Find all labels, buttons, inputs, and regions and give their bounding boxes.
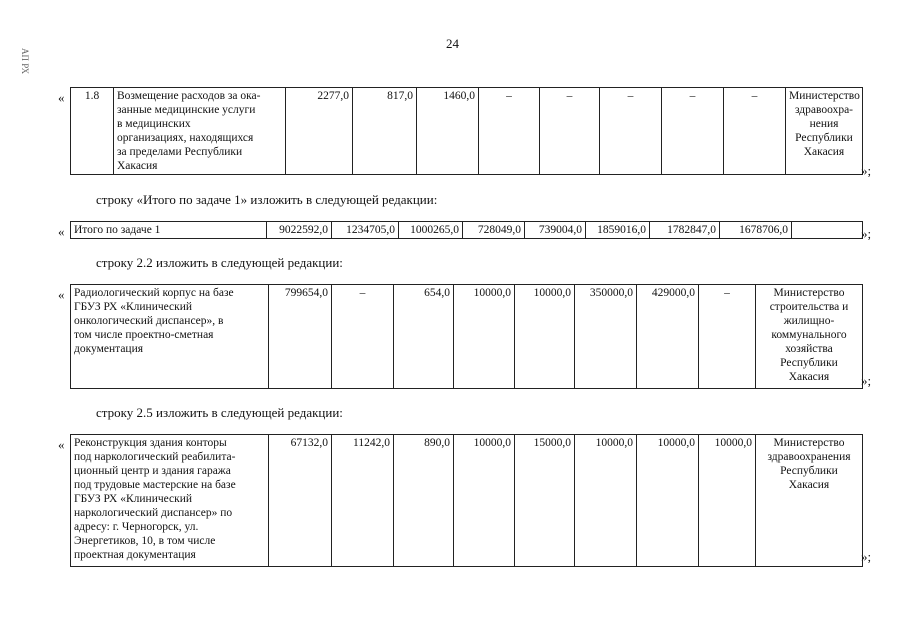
margin-mark: АП РХ: [20, 48, 30, 75]
value-cell: –: [600, 88, 662, 175]
total-label: Итого по задаче 1: [71, 222, 267, 239]
value-cell: 350000,0: [575, 285, 637, 389]
quote-open-2-5: «: [58, 437, 65, 452]
value-cell: 10000,0: [699, 435, 756, 567]
row-description: Реконструкция здания конторы под наркологический реабилита- ционный центр и здания гаража под трудовые мастерские на базе ГБУЗ РХ «Клинический наркологический диспансер» по адресу: г. Черногорск, ул. Энергетиков, 10, в том числе проектная документация: [71, 435, 269, 567]
value-cell: –: [332, 285, 394, 389]
quote-close-2-2: »;: [861, 373, 872, 388]
quote-close-2-5: »;: [861, 549, 872, 564]
caption-total: строку «Итого по задаче 1» изложить в следующей редакции:: [96, 192, 438, 207]
value-cell: 739004,0: [525, 222, 586, 239]
table-row-total: [70, 221, 863, 239]
quote-close-1-8: »;: [861, 163, 872, 178]
quote-open-total: «: [58, 224, 65, 239]
value-cell: 799654,0: [269, 285, 332, 389]
value-cell: –: [540, 88, 600, 175]
row-description: Радиологический корпус на базе ГБУЗ РХ «Клинический онкологический диспансер», в том числе проектно-сметная документация: [71, 285, 269, 389]
table-row-1-8: [70, 87, 863, 175]
table-row-2-5: [70, 434, 863, 567]
value-cell: 1000265,0: [399, 222, 463, 239]
table-row-2-2: [70, 284, 863, 389]
value-cell: 67132,0: [269, 435, 332, 567]
row-executor: [792, 222, 863, 239]
value-cell: 429000,0: [637, 285, 699, 389]
value-cell: –: [699, 285, 756, 389]
value-cell: 1859016,0: [586, 222, 650, 239]
value-cell: 654,0: [394, 285, 454, 389]
row-executor: Министерство здравоохра- нения Республики Хакасия: [786, 88, 863, 175]
value-cell: 10000,0: [575, 435, 637, 567]
row-code: 1.8: [71, 88, 114, 175]
quote-close-total: »;: [861, 226, 872, 241]
value-cell: –: [662, 88, 724, 175]
row-description: Возмещение расходов за ока- занные медицинские услуги в медицинских организациях, находящихся за пределами Республики Хакасия: [114, 88, 286, 175]
page-number: 24: [446, 36, 459, 51]
value-cell: 1460,0: [417, 88, 479, 175]
value-cell: –: [479, 88, 540, 175]
value-cell: 10000,0: [454, 435, 515, 567]
caption-2-2: строку 2.2 изложить в следующей редакции:: [96, 255, 343, 270]
row-executor: Министерство здравоохранения Республики Хакасия: [756, 435, 863, 567]
caption-2-5: строку 2.5 изложить в следующей редакции:: [96, 405, 343, 420]
value-cell: 2277,0: [286, 88, 353, 175]
value-cell: 817,0: [353, 88, 417, 175]
value-cell: –: [724, 88, 786, 175]
quote-open-2-2: «: [58, 287, 65, 302]
value-cell: 10000,0: [454, 285, 515, 389]
value-cell: 1678706,0: [720, 222, 792, 239]
value-cell: 728049,0: [463, 222, 525, 239]
row-executor: Министерство строительства и жилищно- коммунального хозяйства Республики Хакасия: [756, 285, 863, 389]
value-cell: 11242,0: [332, 435, 394, 567]
value-cell: 10000,0: [515, 285, 575, 389]
value-cell: 15000,0: [515, 435, 575, 567]
value-cell: 1234705,0: [332, 222, 399, 239]
value-cell: 1782847,0: [650, 222, 720, 239]
value-cell: 9022592,0: [267, 222, 332, 239]
value-cell: 10000,0: [637, 435, 699, 567]
value-cell: 890,0: [394, 435, 454, 567]
quote-open-1-8: «: [58, 90, 65, 105]
